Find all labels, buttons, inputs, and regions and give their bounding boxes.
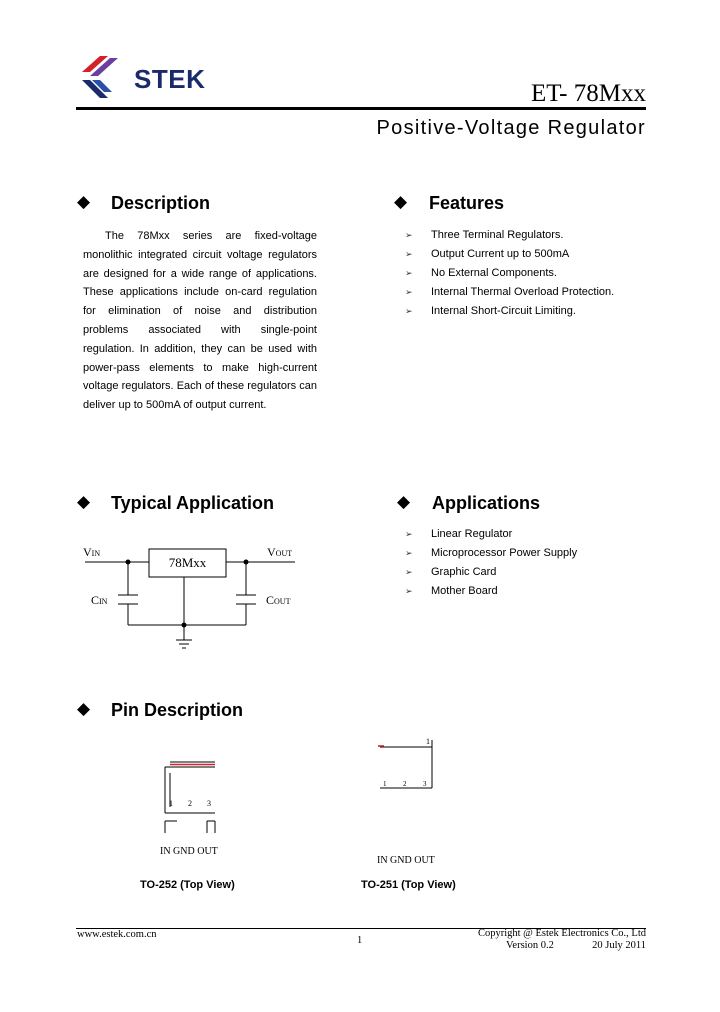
page-subtitle: Positive-Voltage Regulator (376, 117, 646, 139)
vin-label: VIN (83, 545, 101, 559)
to252-outline-icon (155, 755, 230, 840)
circuit-diagram (80, 540, 310, 660)
arrow-bullet-icon: ➢ (405, 529, 413, 539)
description-title: Description (111, 193, 211, 213)
vout-label: VOUT (267, 545, 293, 559)
list-item: ➢ Mother Board (405, 582, 577, 601)
footer-page-number: 1 (357, 935, 363, 946)
list-item: ➢ Three Terminal Regulators. (405, 226, 614, 245)
to252-caption: TO-252 (Top View) (140, 879, 235, 891)
estek-logo-icon (80, 54, 130, 104)
footer-copyright: Copyright @ Estek Electronics Co., Ltd (477, 928, 646, 939)
cout-label: COUT (266, 593, 291, 607)
arrow-bullet-icon: ➢ (405, 306, 413, 316)
applications-list (405, 525, 577, 601)
features-bullet-icon: ◆ (394, 192, 408, 211)
logo-text: STEK (134, 64, 206, 94)
part-number: ET- 78Mxx (530, 80, 646, 107)
arrow-bullet-icon: ➢ (405, 567, 413, 577)
features-title: Features (429, 193, 505, 213)
to252-package (155, 755, 230, 840)
list-item: ➢ Linear Regulator (405, 525, 577, 544)
applications-bullet-icon: ◆ (397, 492, 411, 511)
typical-application-title: Typical Application (111, 493, 275, 513)
footer-version: Version 0.2 (506, 940, 554, 951)
to251-caption: TO-251 (Top View) (361, 879, 456, 891)
arrow-bullet-icon: ➢ (405, 268, 413, 278)
list-item: ➢ Internal Short-Circuit Limiting. (405, 302, 614, 321)
pin-number: 3 (207, 799, 211, 808)
to251-pin-names: IN GND OUT (377, 855, 435, 866)
arrow-bullet-icon: ➢ (405, 586, 413, 596)
arrow-bullet-icon: ➢ (405, 249, 413, 259)
to251-package (372, 736, 442, 796)
arrow-bullet-icon: ➢ (405, 548, 413, 558)
list-item: ➢ Microprocessor Power Supply (405, 544, 577, 563)
to252-pin-names: IN GND OUT (160, 846, 218, 857)
logo (80, 54, 130, 104)
pin-description-bullet-icon: ◆ (77, 699, 91, 718)
cin-label: CIN (91, 593, 108, 607)
pin-number: 2 (188, 799, 192, 808)
description-bullet-icon: ◆ (77, 192, 91, 211)
arrow-bullet-icon: ➢ (405, 287, 413, 297)
chip-label: 78Mxx (168, 555, 207, 570)
applications-title: Applications (432, 493, 541, 513)
features-list (405, 226, 614, 321)
tab-pin-number: 1 (426, 737, 430, 746)
footer-website: www.estek.com.cn (77, 929, 157, 940)
pin-number: 3 (423, 780, 427, 788)
list-item: ➢ No External Components. (405, 264, 614, 283)
pin-description-title: Pin Description (111, 700, 244, 720)
arrow-bullet-icon: ➢ (405, 230, 413, 240)
pin-number: 1 (383, 780, 387, 788)
list-item: ➢ Internal Thermal Overload Protection. (405, 283, 614, 302)
list-item: ➢ Graphic Card (405, 563, 577, 582)
pin-number: 2 (403, 780, 407, 788)
pin-number: 1 (169, 799, 173, 808)
header-rule (76, 107, 646, 110)
footer-date: 20 July 2011 (592, 940, 646, 951)
typical-application-bullet-icon: ◆ (77, 492, 91, 511)
list-item: ➢ Output Current up to 500mA (405, 245, 614, 264)
description-body: The 78Mxx series are fixed-voltage monolithic integrated circuit voltage regulators are designed for a wide range of applications. These applications include on-card regulation for elimination of noise and distribution problems associated with single-point regulation. In addition, they can be used with power-pass elements to make high-current voltage regulators. Each of these regulators can deliver up to 500mA of output current. (83, 230, 317, 412)
